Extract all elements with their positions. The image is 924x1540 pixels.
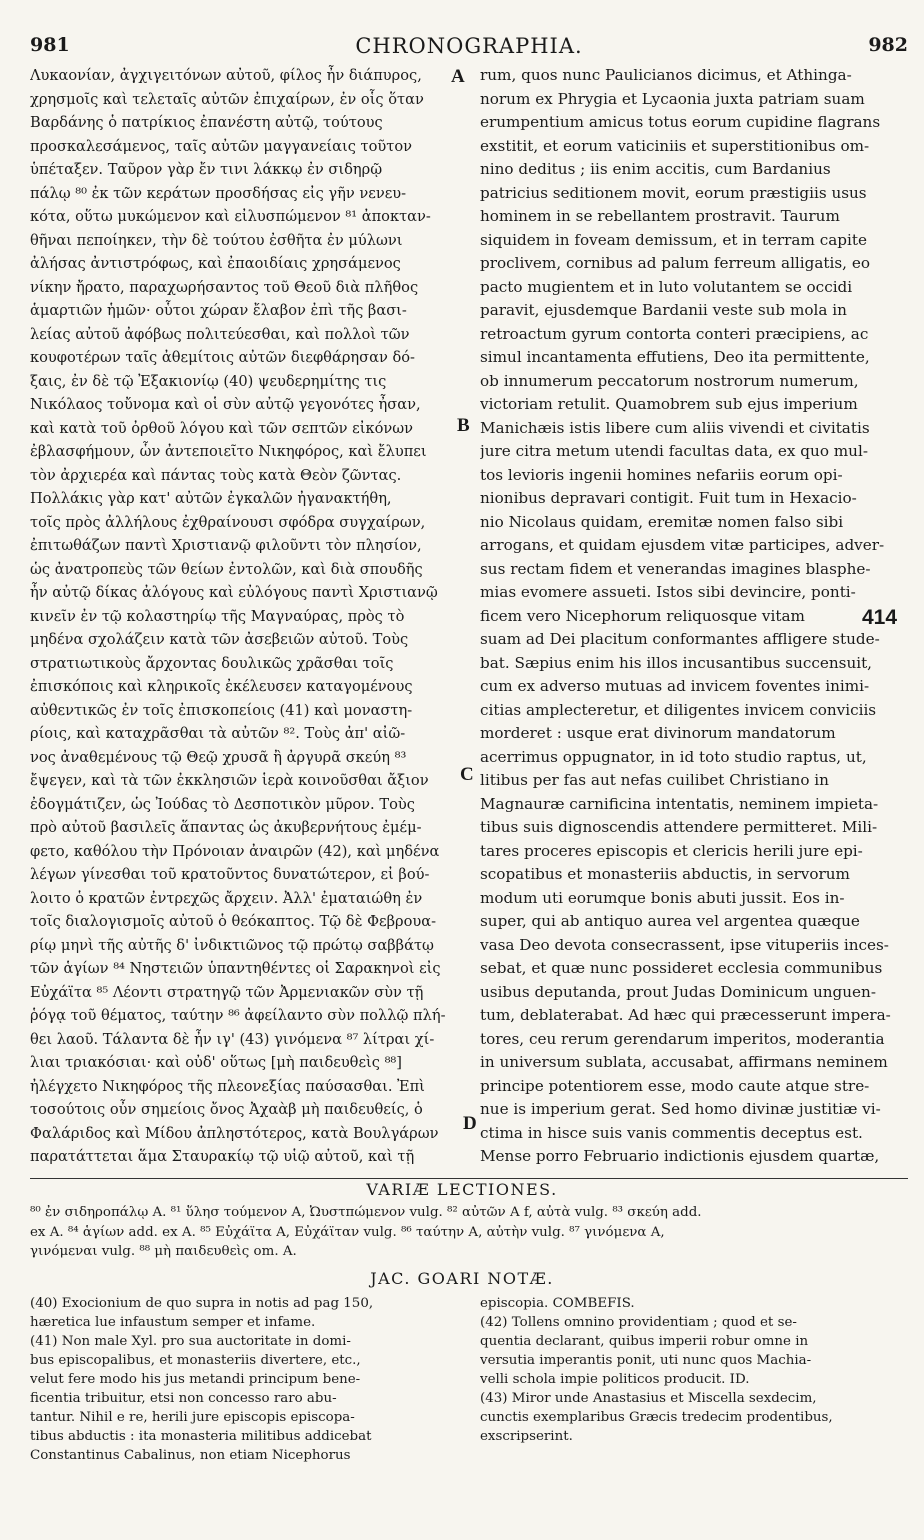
latin-text-line: jure citra metum utendi facultas data, ex quo mul-	[480, 442, 868, 460]
note-line: episcopia. COMBEFIS.	[480, 1296, 635, 1311]
latin-text-line: litibus per fas aut nefas cuilibet Christiano in	[480, 771, 829, 789]
greek-text-line: μηδένα σχολάζειν κατὰ τῶν ἀσεβειῶν αὐτοῦ. Τοὺς	[30, 631, 409, 648]
note-line: velut fere modo his jus metandi principum bene-	[30, 1372, 361, 1387]
greek-text-line: λοιτο ὁ κρατῶν ἐντρεχῶς ἄρχειν. Ἀλλ' ἐματαιώθη ἐν	[30, 889, 423, 907]
latin-text-line: Mense porro Februario indictionis ejusdem quartæ,	[480, 1147, 880, 1165]
latin-text-column	[480, 64, 910, 1169]
note-line: hæretica lue infaustum semper et infame.	[30, 1315, 316, 1330]
greek-text-line: θει λαοῦ. Τάλαντα δὲ ἦν ιγ' (43) γινόμενα ⁸⁷ λίτραι χί-	[30, 1030, 435, 1048]
greek-text-line: ρίῳ μηνὶ τῆς αὐτῆς δ' ἰνδικτιῶνος τῷ πρώτῳ σαββάτῳ	[30, 936, 434, 954]
greek-text-line: φετο, καθόλου τὴν Πρόνοιαν ἀναιρῶν (42), καὶ μηδένα	[30, 842, 440, 860]
greek-text-line: νος ἀναθεμένους τῷ Θεῷ χρυσᾶ ἢ ἀργυρᾶ σκεύη ⁸³	[30, 748, 407, 766]
note-line: (41) Non male Xyl. pro sua auctoritate in domi-	[30, 1334, 351, 1349]
greek-text-line: ἐπισκόποις καὶ κληρικοῖς ἐκέλευσεν καταγομένους	[30, 678, 413, 695]
note-line: versutia imperantis ponit, uti nunc quos Machia-	[480, 1353, 812, 1368]
greek-text-line: κουφοτέρων ταῖς ἀθεμίτοις αὐτῶν διεφθάρησαν δό-	[30, 349, 415, 366]
latin-text-line: rum, quos nunc Paulicianos dicimus, et Athinga-	[480, 66, 852, 84]
latin-text-line: proclivem, cornibus ad palum ferreum alligatis, eo	[480, 254, 870, 272]
latin-text-line: in universum sublata, accusabat, affirmans neminem	[480, 1053, 888, 1071]
note-line: (40) Exocionium de quo supra in notis ad pag 150,	[30, 1296, 374, 1311]
latin-text-line: tibus suis dignoscendis attendere permitteret. Mili-	[480, 818, 878, 836]
latin-text-line: sus rectam fidem et venerandas imagines blasphe-	[480, 559, 871, 578]
section-marker-a: A	[451, 66, 465, 87]
greek-text-line: νίκην ἤρατο, παραχωρήσαντος τοῦ Θεοῦ διὰ πλῆθος	[30, 278, 419, 296]
right-column-number: 982	[868, 34, 908, 56]
notes-right-column	[480, 1294, 910, 1446]
latin-text-line: erumpentium amicus totus eorum cupidine flagrans	[480, 113, 881, 131]
greek-text-line: Πολλάκις γὰρ κατ' αὐτῶν ἐγκαλῶν ἠγανακτήθη,	[30, 490, 392, 507]
latin-text-line: ficem vero Nicephorum reliquosque vitam	[480, 606, 805, 625]
margin-page-number: 414	[862, 606, 898, 629]
variant-reading-line: ⁸⁰ ἐν σιδηροπάλῳ A. ⁸¹ ὕλησ τούμενον A, Ὠυστπώμενον vulg. ⁸² αὐτῶν A f, αὐτὰ vulg. ⁸³ σκεύη add.	[30, 1205, 702, 1220]
greek-text-line: ἔψεγεν, καὶ τὰ τῶν ἐκκλησιῶν ἱερὰ κοινοῦσθαι ἄξιον	[30, 772, 429, 789]
section-marker-c: C	[460, 764, 474, 785]
greek-text-line: θῆναι πεποίηκεν, τὴν δὲ τούτου ἐσθῆτα ἐν μύλωνι	[30, 231, 403, 249]
latin-text-line: morderet : usque erat divinorum mandatorum	[480, 724, 836, 742]
greek-text-line: ὑπέταξεν. Ταῦρον γὰρ ἔν τινι λάκκῳ ἐν σιδηρῷ	[30, 161, 383, 178]
greek-text-line: ῥόγᾳ τοῦ θέματος, ταύτην ⁸⁶ ἀφείλαντο σὺν πολλῷ πλή-	[30, 1007, 446, 1024]
greek-text-line: στρατιωτικοὺς ἄρχοντας δουλικῶς χρᾶσθαι τοῖς	[30, 654, 394, 672]
note-line: exscripserint.	[480, 1429, 573, 1444]
greek-text-line: κότα, οὕτω μυκώμενον καὶ εἰλυσπώμενον ⁸¹ ἀποκταν-	[30, 208, 431, 225]
note-line: velli schola impie politicos producit. ID.	[480, 1372, 750, 1387]
latin-text-line: scopatibus et monasteriis abductis, in servorum	[480, 865, 850, 883]
greek-text-line: προσκαλεσάμενος, ταῖς αὐτῶν μαγγανείαις τοῦτον	[30, 137, 412, 155]
latin-text-line: ctima in hisce suis vanis commentis deceptus est.	[480, 1123, 863, 1142]
latin-text-line: sebat, et quæ nunc possideret ecclesia communibus	[480, 959, 883, 977]
latin-text-line: suam ad Dei placitum conformantes affligere stude-	[480, 630, 880, 648]
note-line: ficentia tribuitur, etsi non concesso raro abu-	[30, 1391, 337, 1406]
latin-text-line: norum ex Phrygia et Lycaonia juxta patriam suam	[480, 89, 865, 108]
greek-text-line: ἐδογμάτιζεν, ὡς Ἰούδας τὸ Δεσποτικὸν μῦρον. Τοὺς	[30, 795, 415, 813]
note-line: (42) Tollens omnino providentiam ; quod et se-	[480, 1315, 797, 1330]
greek-text-line: τῶν ἁγίων ⁸⁴ Νηστειῶν ὑπαντηθέντες οἱ Σαρακηνοὶ εἰς	[30, 960, 441, 977]
section-marker-d: D	[463, 1113, 477, 1134]
greek-text-line: ἦν αὐτῷ δίκας ἀλόγους καὶ εὐλόγους παντὶ Χριστιανῷ	[30, 584, 438, 601]
latin-text-line: modum uti eorumque bonis abuti jussit. Eos in-	[480, 888, 845, 907]
greek-text-line: ὡς ἀνατροπεὺς τῶν θείων ἐντολῶν, καὶ διὰ σπουδῆς	[30, 560, 423, 578]
greek-text-line: ἁμαρτιῶν ἡμῶν· οὗτοι χώραν ἔλαβον ἐπὶ τῆς βασι-	[30, 302, 407, 319]
latin-text-line: tum, deblaterabat. Ad hæc qui præcesserunt impera-	[480, 1006, 891, 1024]
greek-text-line: λέγων γίνεσθαι τοῦ κρατοῦντος δυνατώτερον, εἰ βού-	[30, 866, 430, 883]
greek-text-line: αὐθεντικῶς ἐν τοῖς ἐπισκοπείοις (41) καὶ μοναστη-	[30, 701, 413, 719]
greek-text-line: πρὸ αὐτοῦ βασιλεῖς ἅπαντας ὡς ἀκυβερνήτους ἐμέμ-	[30, 819, 422, 836]
latin-text-line: patricius seditionem movit, eorum præstigiis usus	[480, 183, 867, 202]
latin-text-line: exstitit, et eorum vaticiniis et superstitionibus om-	[480, 136, 870, 155]
latin-text-line: tos levioris ingenii homines nefariis eorum opi-	[480, 465, 843, 484]
greek-text-line: Βαρδάνης ὁ πατρίκιος ἐπανέστη αὐτῷ, τούτους	[30, 114, 383, 131]
variant-reading-line: ex A. ⁸⁴ ἁγίων add. ex A. ⁸⁵ Εὐχάϊτα A, Εὐχάϊταν vulg. ⁸⁶ ταύτην A, αὐτὴν vulg. ⁸⁷ γινόμενα A,	[30, 1224, 665, 1240]
notes-left-column	[30, 1294, 458, 1465]
latin-text-line: vasa Deo devota consecrassent, ipse vituperiis inces-	[480, 935, 889, 954]
latin-text-line: siquidem in foveam demissum, et in terram capite	[480, 230, 867, 249]
greek-text-line: Λυκαονίαν, ἀγχιγειτόνων αὐτοῦ, φίλος ἦν διάπυρος,	[30, 67, 422, 84]
greek-text-line: ἐπιτωθάζων παντὶ Χριστιανῷ φιλοῦντι τὸν πλησίον,	[30, 537, 422, 554]
latin-text-line: nio Nicolaus quidam, eremitæ nomen falso sibi	[480, 512, 844, 531]
section-divider	[30, 1178, 908, 1179]
greek-text-line: Εὐχάϊτα ⁸⁵ Λέοντι στρατηγῷ τῶν Ἀρμενιακῶν σὺν τῇ	[30, 983, 424, 1001]
latin-text-line: Magnauræ carnificina intentatis, neminem impieta-	[480, 794, 879, 813]
note-line: (43) Miror unde Anastasius et Miscella sexdecim,	[480, 1391, 817, 1406]
running-header	[30, 34, 908, 62]
latin-text-line: nino deditus ; iis enim accitis, cum Bardanius	[480, 160, 831, 178]
greek-text-line: τοῖς πρὸς ἀλλήλους ἐχθραίνουσι σφόδρα συγχαίρων,	[30, 513, 426, 531]
latin-text-line: acerrimus oppugnator, in id toto studio raptus, ut,	[480, 747, 867, 766]
greek-text-line: τοσούτοις οὖν σημείοις ὄνος Ἀχαὰβ μὴ παιδευθείς, ὁ	[30, 1101, 423, 1118]
latin-text-line: pacto mugientem et in luto volutantem se occidi	[480, 277, 853, 296]
latin-text-line: usibus deputanda, prout Judas Dominicum unguen-	[480, 982, 876, 1001]
variae-lectiones	[30, 1203, 910, 1262]
latin-text-line: cum ex adverso mutuas ad invicem foventes inimi-	[480, 677, 870, 695]
greek-text-line: ἠλέγχετο Νικηφόρος τῆς πλεονεξίας παύσασθαι. Ἐπὶ	[30, 1077, 425, 1095]
left-column-number: 981	[30, 34, 70, 56]
latin-text-line: principe potentiorem esse, modo caute atque stre-	[480, 1076, 870, 1095]
greek-text-line: παρατάττεται ἅμα Σταυρακίῳ τῷ υἱῷ αὐτοῦ, καὶ τῇ	[30, 1148, 415, 1165]
greek-text-line: λείας αὐτοῦ ἀφόβως πολιτεύεσθαι, καὶ πολλοὶ τῶν	[30, 325, 410, 343]
latin-text-line: hominem in se rebellantem prostravit. Taurum	[480, 207, 840, 225]
latin-text-line: Manichæis istis libere cum aliis vivendi et civitatis	[480, 418, 870, 437]
running-title: CHRONOGRAPHIA.	[355, 34, 583, 58]
greek-text-line: καὶ κατὰ τοῦ ὀρθοῦ λόγου καὶ τῶν σεπτῶν εἰκόνων	[30, 419, 414, 437]
greek-text-line: ἀλήσας ἀντιστρόφως, καὶ ἐπαοιδίαις χρησάμενος	[30, 255, 401, 272]
note-line: Constantinus Cabalinus, non etiam Nicephorus	[30, 1448, 351, 1463]
note-line: tibus abductis : ita monasteria militibus addicebat	[30, 1429, 372, 1444]
latin-text-line: ob innumerum peccatorum nostrorum numerum,	[480, 371, 859, 390]
latin-text-line: paravit, ejusdemque Bardanii veste sub mola in	[480, 301, 847, 319]
note-line: quentia declarant, quibus imperii robur omne in	[480, 1334, 809, 1349]
greek-text-line: χρησμοῖς καὶ τελεταῖς αὐτῶν ἐπιχαίρων, ἐν οἷς ὅταν	[30, 90, 424, 108]
latin-text-line: citias amplecteretur, et diligentes invicem conviciis	[480, 700, 877, 719]
note-line: bus episcopalibus, et monasteriis divertere, etc.,	[30, 1353, 361, 1368]
greek-text-line: Νικόλαος τοὔνομα καὶ οἱ σὺν αὐτῷ γεγονότες ἦσαν,	[30, 396, 421, 413]
latin-text-line: tares proceres episcopis et clericis herili jure epi-	[480, 841, 863, 860]
greek-text-line: πάλῳ ⁸⁰ ἐκ τῶν κεράτων προσδήσας εἰς γῆν νενευ-	[30, 184, 407, 202]
variae-lectiones-title: VARIÆ LECTIONES.	[366, 1180, 558, 1199]
greek-text-line: τὸν ἀρχιερέα καὶ πάντας τοὺς κατὰ Θεὸν ζῶντας.	[30, 466, 402, 484]
latin-text-line: nionibus depravari contigit. Fuit tum in Hexacio-	[480, 489, 857, 507]
latin-text-line: bat. Sæpius enim his illos incusantibus succensuit,	[480, 653, 873, 672]
latin-text-line: arrogans, et quidam ejusdem vitæ participes, adver-	[480, 536, 885, 554]
latin-text-line: super, qui ab antiquo aurea vel argentea quæque	[480, 912, 860, 930]
latin-text-line: mias evomere assueti. Istos sibi devincire, ponti-	[480, 583, 856, 601]
variant-reading-line: γινόμεναι vulg. ⁸⁸ μὴ παιδευθεὶς om. A.	[30, 1244, 297, 1259]
note-line: cunctis exemplaribus Græcis tredecim prodentibus,	[480, 1410, 833, 1425]
latin-text-line: simul incantamenta effutiens, Deo ita permittente,	[480, 348, 870, 366]
greek-text-line: Φαλάριδος καὶ Μίδου ἀπληστότερος, κατὰ Βουλγάρων	[30, 1124, 439, 1142]
greek-text-line: ρίοις, καὶ καταχρᾶσθαι τὰ αὐτῶν ⁸². Τοὺς ἀπ' αἰῶ-	[30, 725, 406, 742]
section-marker-b: B	[457, 415, 470, 436]
notae-title: JAC. GOARI NOTÆ.	[370, 1269, 554, 1288]
latin-text-line: retroactum gyrum contorta conteri præcipiens, ac	[480, 324, 869, 343]
greek-text-line: τοῖς διαλογισμοῖς αὐτοῦ ὁ θεόκαπτος. Τῷ δὲ Φεβρουα-	[30, 913, 437, 930]
note-line: tantur. Nihil e re, herili jure episcopis episcopa-	[30, 1410, 355, 1425]
greek-text-line: ξαις, ἐν δὲ τῷ Ἐξακιονίῳ (40) ψευδερημίτης τις	[30, 372, 387, 390]
latin-text-line: nue is imperium gerat. Sed homo divinæ justitiæ vi-	[480, 1100, 881, 1118]
latin-text-line: tores, ceu rerum gerendarum imperitos, moderantia	[480, 1029, 885, 1048]
latin-text-line: victoriam retulit. Quamobrem sub ejus imperium	[480, 395, 858, 413]
greek-text-column	[30, 64, 464, 1169]
greek-text-line: λιαι τριακόσιαι· καὶ οὐδ' οὕτως [μὴ παιδευθεὶς ⁸⁸]	[30, 1054, 402, 1071]
greek-text-line: κινεῖν ἐν τῷ κολαστηρίῳ τῆς Μαγναύρας, πρὸς τὸ	[30, 607, 405, 625]
greek-text-line: ἐβλασφήμουν, ὧν ἀντεποιεῖτο Νικηφόρος, καὶ ἔλυπει	[30, 443, 427, 460]
